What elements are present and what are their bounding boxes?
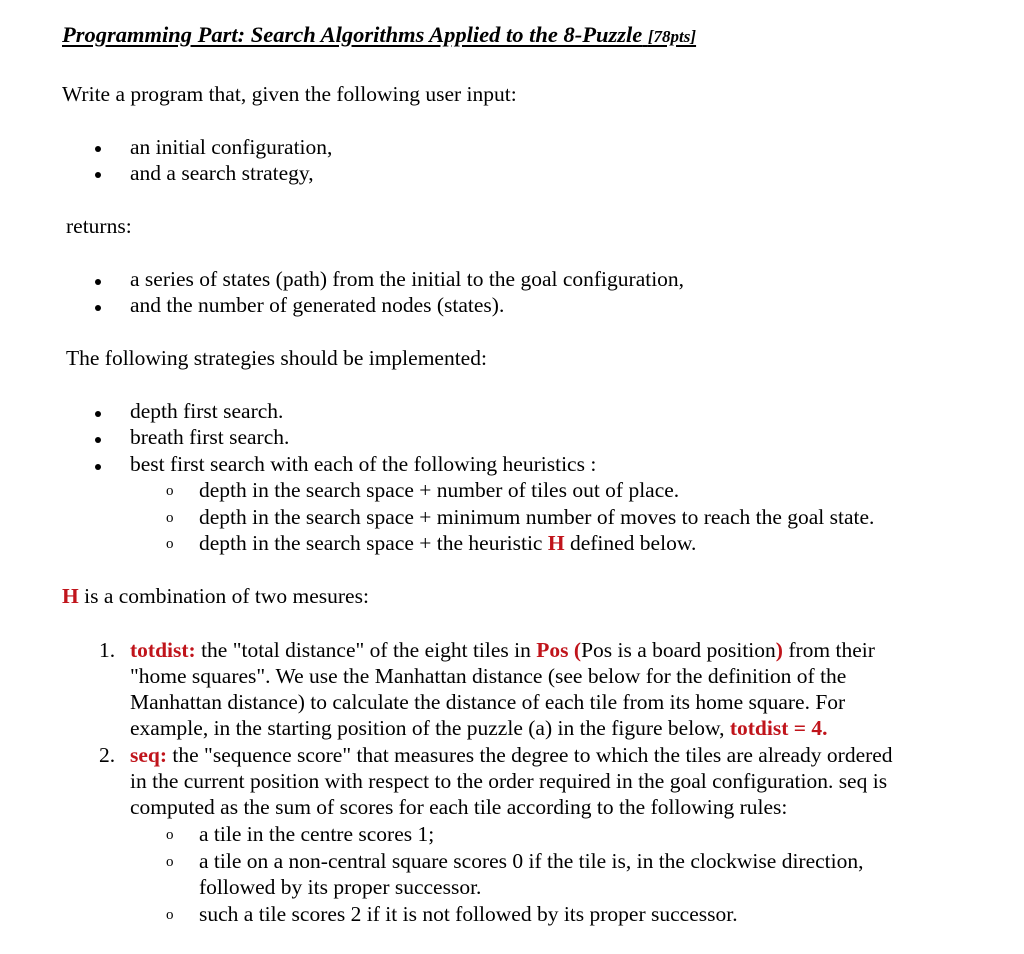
seq-term: seq: bbox=[130, 743, 168, 767]
bullet-icon bbox=[95, 437, 101, 443]
bullet-icon bbox=[95, 146, 101, 152]
circle-bullet-icon: o bbox=[166, 827, 174, 843]
measure-1-text-d: example, in the starting position of the puzzle (a) in the figure below, bbox=[130, 716, 730, 740]
measure-2-line-3: computed as the sum of scores for each tile according to the following rules: bbox=[130, 795, 788, 819]
input-item-1: an initial configuration, bbox=[130, 135, 333, 159]
paren-close: ) bbox=[775, 638, 783, 662]
bullet-icon bbox=[95, 172, 101, 178]
strategy-item-1: depth first search. bbox=[130, 399, 284, 423]
h-section-heading bbox=[62, 583, 369, 610]
heuristic-item-2: depth in the search space + minimum number of moves to reach the goal state. bbox=[199, 505, 875, 529]
measure-1-text-a: the "total distance" of the eight tiles in bbox=[195, 638, 537, 662]
strategy-item-2: breath first search. bbox=[130, 425, 290, 449]
strategy-item-3: best first search with each of the following heuristics : bbox=[130, 452, 597, 476]
bullet-icon bbox=[95, 411, 101, 417]
heuristic-item-3 bbox=[199, 530, 696, 557]
totdist-value: totdist = 4. bbox=[729, 716, 828, 740]
circle-bullet-icon: o bbox=[166, 907, 174, 923]
measure-1-text-b: Pos is a board position bbox=[581, 638, 776, 662]
intro-text: Write a program that, given the following user input: bbox=[62, 82, 517, 106]
heuristic-item-3-suffix: defined below. bbox=[564, 531, 697, 555]
h-section-text: is a combination of two mesures: bbox=[78, 584, 369, 608]
measure-1-line-1 bbox=[130, 637, 875, 664]
title-points: [78pts] bbox=[647, 27, 697, 46]
strategies-intro: The following strategies should be implemented: bbox=[66, 346, 487, 370]
measure-1-line-3: Manhattan distance) to calculate the distance of each tile from its home square. For bbox=[130, 690, 846, 714]
page-title bbox=[62, 22, 696, 51]
rule-item-3: such a tile scores 2 if it is not followed by its proper successor. bbox=[199, 902, 738, 926]
measure-2-number: 2. bbox=[99, 743, 116, 767]
return-item-1: a series of states (path) from the initial to the goal configuration, bbox=[130, 267, 685, 291]
returns-label: returns: bbox=[66, 214, 132, 238]
bullet-icon bbox=[95, 464, 101, 470]
heuristic-item-1: depth in the search space + number of tiles out of place. bbox=[199, 478, 680, 502]
h-term: H bbox=[62, 584, 79, 608]
paren-open: ( bbox=[568, 638, 582, 662]
heuristic-item-3-prefix: depth in the search space + the heuristic bbox=[199, 531, 548, 555]
circle-bullet-icon: o bbox=[166, 536, 174, 552]
measure-2-text-a: the "sequence score" that measures the degree to which the tiles are already ordered bbox=[167, 743, 893, 767]
measure-1-line-4 bbox=[130, 715, 827, 742]
measure-1-number: 1. bbox=[99, 638, 116, 662]
circle-bullet-icon: o bbox=[166, 510, 174, 526]
return-item-2: and the number of generated nodes (states). bbox=[130, 293, 505, 317]
measure-2-line-1 bbox=[130, 742, 893, 769]
rule-item-2: a tile on a non-central square scores 0 if the tile is, in the clockwise direction, bbox=[199, 849, 864, 873]
input-item-2: and a search strategy, bbox=[130, 161, 314, 185]
bullet-icon bbox=[95, 279, 101, 285]
pos-term: Pos bbox=[536, 638, 569, 662]
measure-1-line-2: "home squares". We use the Manhattan distance (see below for the definition of the bbox=[130, 664, 847, 688]
circle-bullet-icon: o bbox=[166, 483, 174, 499]
totdist-term: totdist: bbox=[130, 638, 196, 662]
heuristic-h-term: H bbox=[547, 531, 565, 555]
measure-1-text-c: from their bbox=[782, 638, 875, 662]
rule-item-1: a tile in the centre scores 1; bbox=[199, 822, 435, 846]
measure-2-line-2: in the current position with respect to the order required in the goal configuration. seq is bbox=[130, 769, 888, 793]
circle-bullet-icon: o bbox=[166, 854, 174, 870]
rule-item-2-cont: followed by its proper successor. bbox=[199, 875, 482, 899]
bullet-icon bbox=[95, 305, 101, 311]
title-text: Programming Part: Search Algorithms Applied to the 8-Puzzle bbox=[62, 22, 643, 47]
